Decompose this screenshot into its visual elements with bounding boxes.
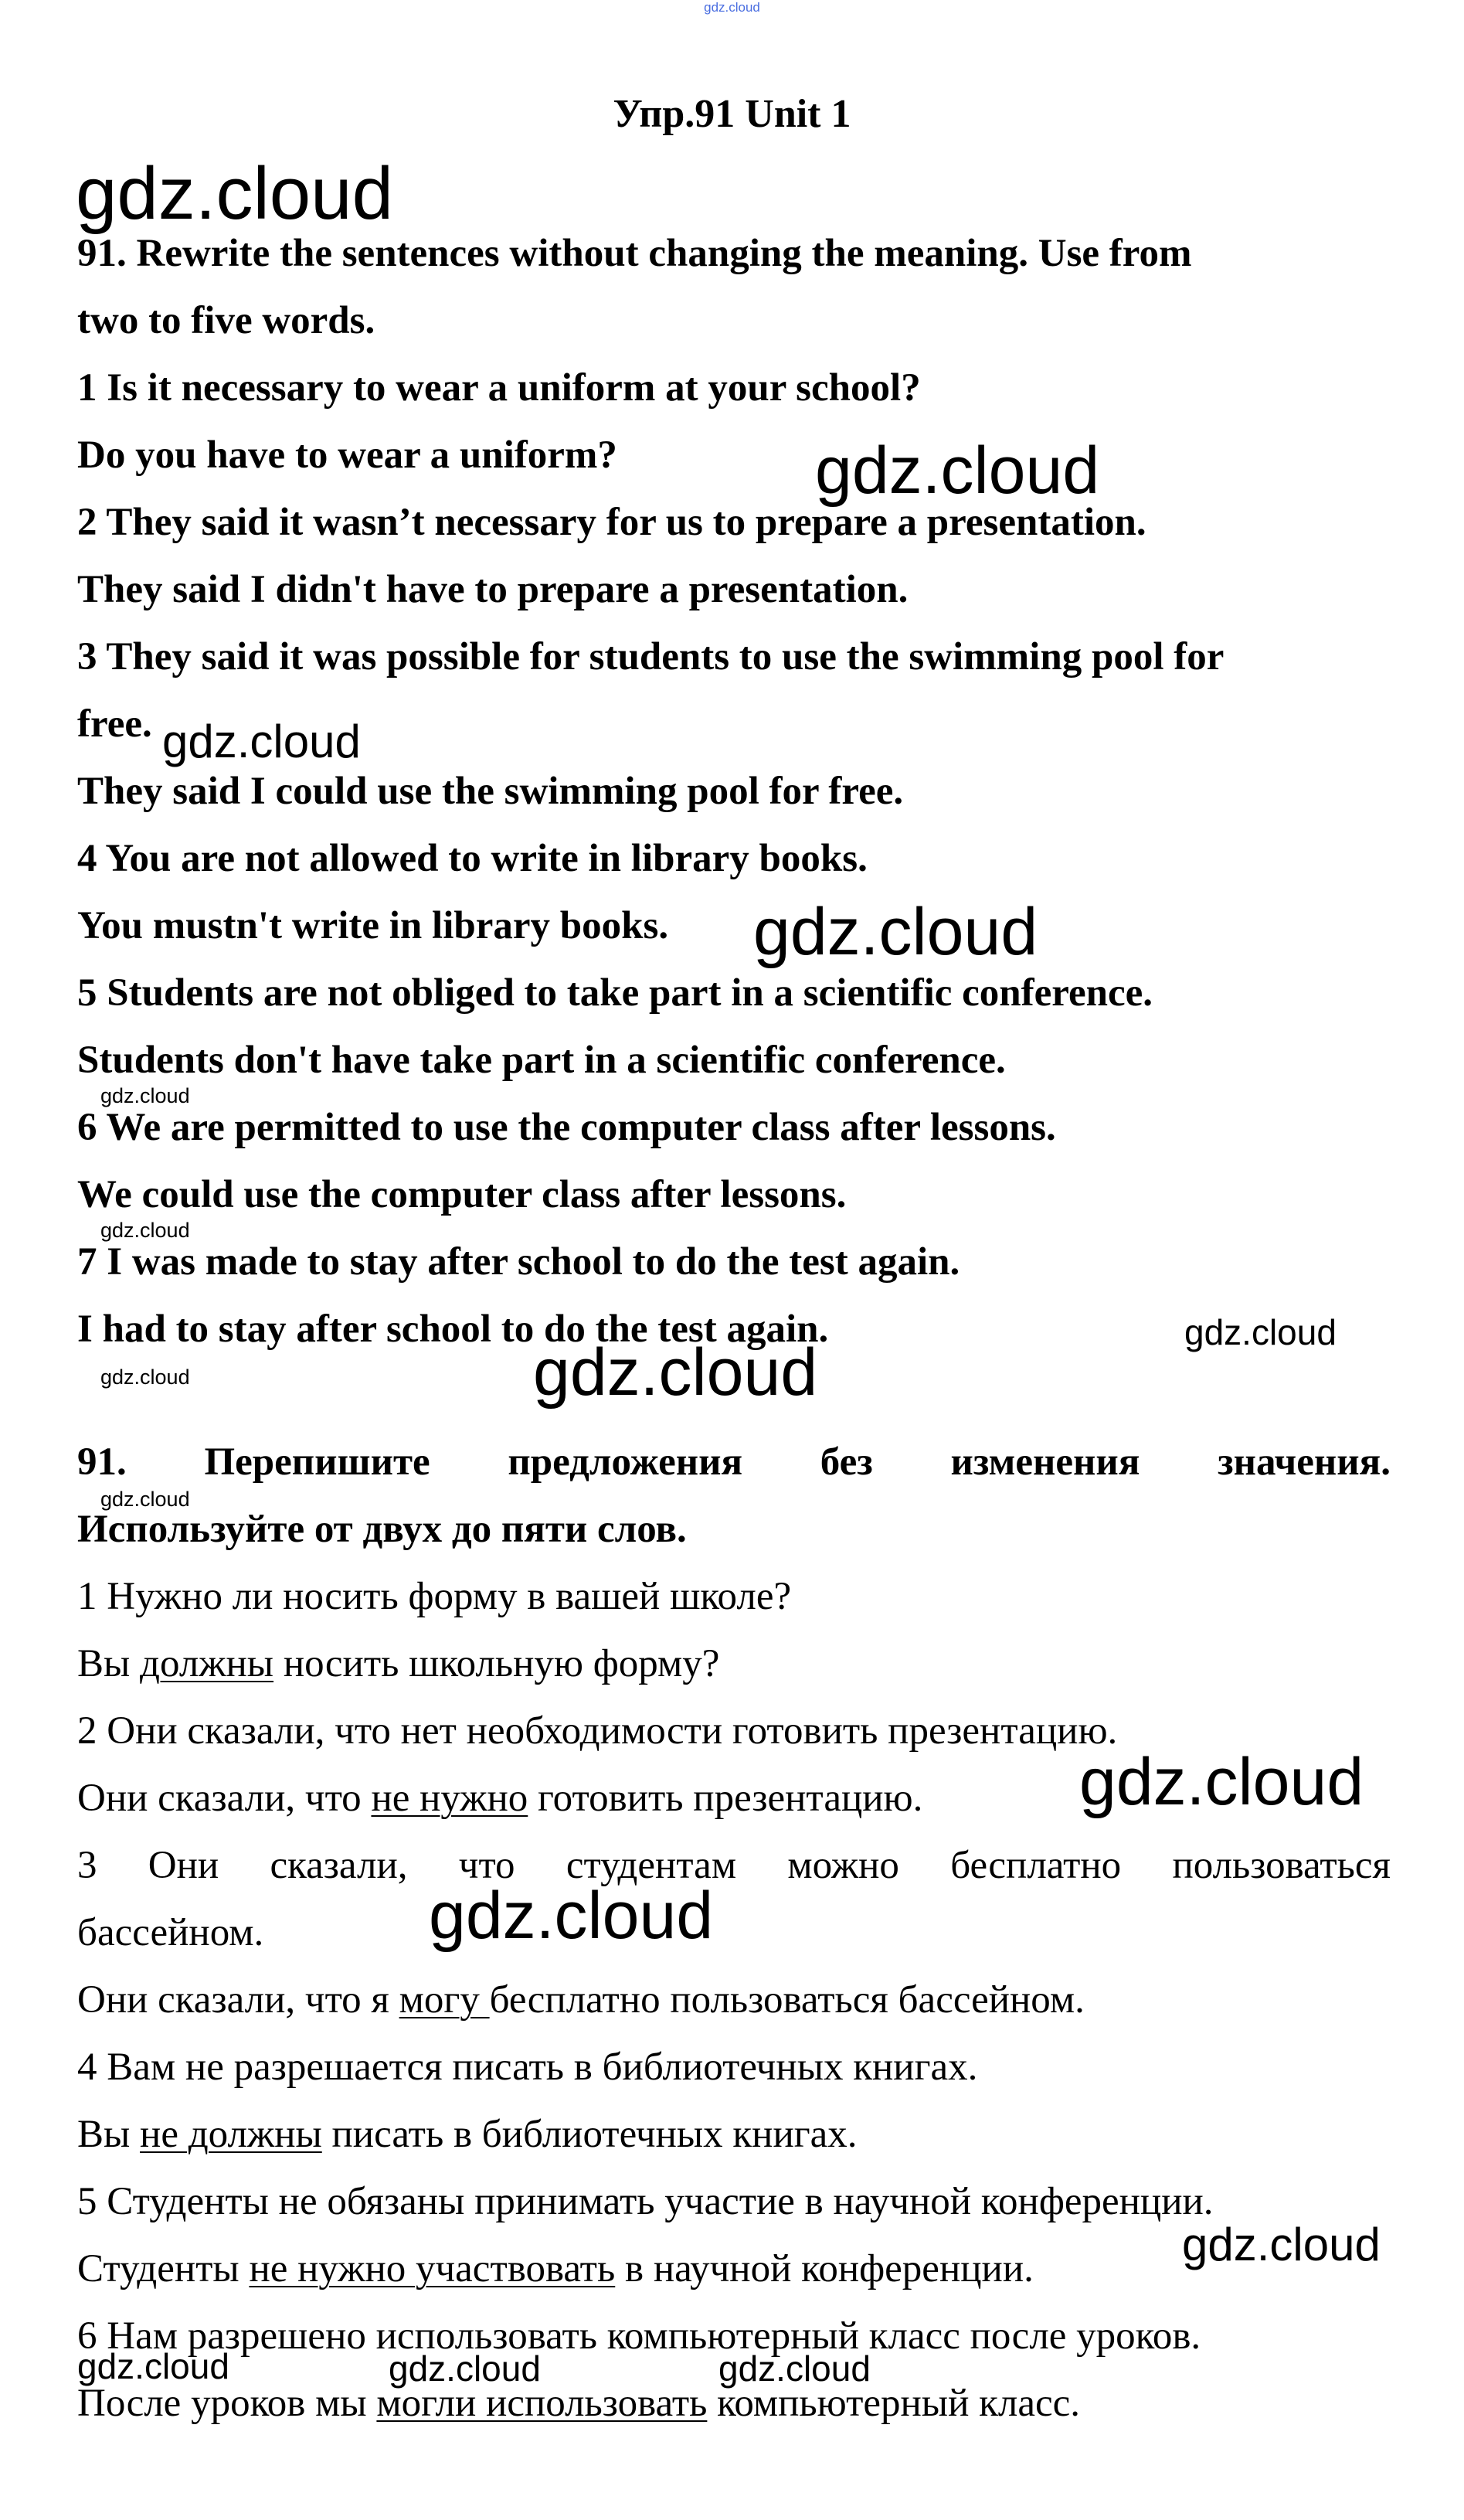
answer-ru-6-text: После уроков мы [77, 2382, 377, 2425]
answer-ru-4-rest: писать в библиотечных книгах. [321, 2113, 858, 2156]
watermark-text: gdz.cloud [389, 2348, 541, 2389]
watermark-text: gdz.cloud [100, 1084, 190, 1107]
watermark-text: gdz.cloud [77, 2346, 229, 2386]
question-ru-6: 6 Нам разрешено использовать компьютерный класс после уроков. [77, 2314, 1201, 2358]
answer-ru-6-underlined: могли использовать [376, 2382, 708, 2425]
question-ru-1: 1 Нужно ли носить форму в вашей школе? [77, 1575, 792, 1618]
watermark-text: gdz.cloud [76, 152, 393, 235]
question-en-4: 4 You are not allowed to write in library books. [77, 837, 868, 880]
answer-ru-3 [77, 1977, 1391, 2023]
question-ru-5: 5 Студенты не обязаны принимать участие в научной конференции. [77, 2180, 1214, 2223]
answer-ru-4 [77, 2111, 1391, 2158]
answer-ru-2-underlined: не нужно [371, 1777, 528, 1820]
question-en-3-continued: free. [77, 702, 152, 746]
question-en-7: 7 I was made to stay after school to do the test again. [77, 1240, 960, 1284]
watermark-text: gdz.cloud [718, 2348, 871, 2389]
watermark-text: gdz.cloud [815, 434, 1100, 508]
question-en-1: 1 Is it necessary to wear a uniform at your school? [77, 366, 921, 410]
instruction-en-line-1: 91. Rewrite the sentences without changing the meaning. Use from [77, 232, 1192, 275]
answer-ru-1-rest: носить школьную форму? [273, 1642, 720, 1685]
answer-en-7: I had to stay after school to do the test again. [77, 1308, 829, 1351]
answer-ru-3-rest: бесплатно пользоваться бассейном. [489, 1978, 1085, 2022]
question-ru-3-continued: бассейном. [77, 1911, 264, 1954]
question-en-3: 3 They said it was possible for students to use the swimming pool for [77, 635, 1225, 678]
answer-ru-2-rest: готовить презентацию. [528, 1777, 923, 1820]
answer-ru-5-rest: в научной конференции. [615, 2247, 1034, 2290]
answer-en-1: Do you have to wear a uniform? [77, 434, 617, 477]
instruction-en-line-2: two to five words. [77, 299, 375, 342]
watermark-text: gdz.cloud [100, 1488, 190, 1511]
answer-en-2: They said I didn't have to prepare a presentation. [77, 568, 909, 611]
question-en-6: 6 We are permitted to use the computer class after lessons. [77, 1106, 1056, 1149]
answer-ru-5-underlined: не нужно участвовать [249, 2247, 616, 2290]
answer-ru-3-text: Они сказали, что я [77, 1978, 399, 2022]
question-ru-2: 2 Они сказали, что нет необходимости готовить презентацию. [77, 1709, 1118, 1753]
answer-ru-3-underlined: могу [399, 1978, 490, 2022]
watermark-text: gdz.cloud [1182, 2219, 1381, 2270]
watermark-text: gdz.cloud [753, 895, 1038, 969]
watermark-text: gdz.cloud [1079, 1745, 1364, 1819]
answer-ru-1-text: Вы [77, 1642, 141, 1685]
instruction-ru-line-2: Используйте от двух до пяти слов. [77, 1508, 687, 1551]
watermark-text: gdz.cloud [429, 1879, 714, 1953]
answer-ru-4-text: Вы [77, 2113, 141, 2156]
answer-ru-1-underlined: должны [140, 1642, 274, 1685]
watermark-text: gdz.cloud [100, 1365, 190, 1389]
top-watermark: gdz.cloud [704, 0, 760, 15]
page-title: Упр.91 Unit 1 [613, 92, 851, 136]
question-en-5: 5 Students are not obliged to take part in a scientific conference. [77, 971, 1153, 1015]
answer-ru-5-text: Студенты [77, 2247, 250, 2290]
answer-en-5: Students don't have take part in a scientific conference. [77, 1039, 1006, 1082]
answer-en-6: We could use the computer class after lessons. [77, 1173, 847, 1216]
instruction-ru-line-1: 91. Перепишите предложения без изменения значения. [77, 1440, 1391, 1484]
question-en-2: 2 They said it wasn’t necessary for us to prepare a presentation. [77, 501, 1146, 544]
answer-en-3: They said I could use the swimming pool for free. [77, 770, 904, 813]
answer-ru-2-text: Они сказали, что [77, 1777, 372, 1820]
answer-ru-4-underlined: не должны [140, 2113, 322, 2156]
watermark-text: gdz.cloud [162, 716, 361, 767]
answer-ru-1 [77, 1641, 1391, 1687]
watermark-text: gdz.cloud [100, 1219, 190, 1242]
answer-ru-6-rest: компьютерный класс. [707, 2382, 1081, 2425]
watermark-text: gdz.cloud [533, 1335, 818, 1410]
question-ru-4: 4 Вам не разрешается писать в библиотечных книгах. [77, 2046, 978, 2089]
watermark-text: gdz.cloud [1184, 1312, 1337, 1352]
answer-en-4: You mustn't write in library books. [77, 904, 669, 947]
question-ru-3: 3 Они сказали, что студентам можно бесплатно пользоваться [77, 1844, 1391, 1887]
